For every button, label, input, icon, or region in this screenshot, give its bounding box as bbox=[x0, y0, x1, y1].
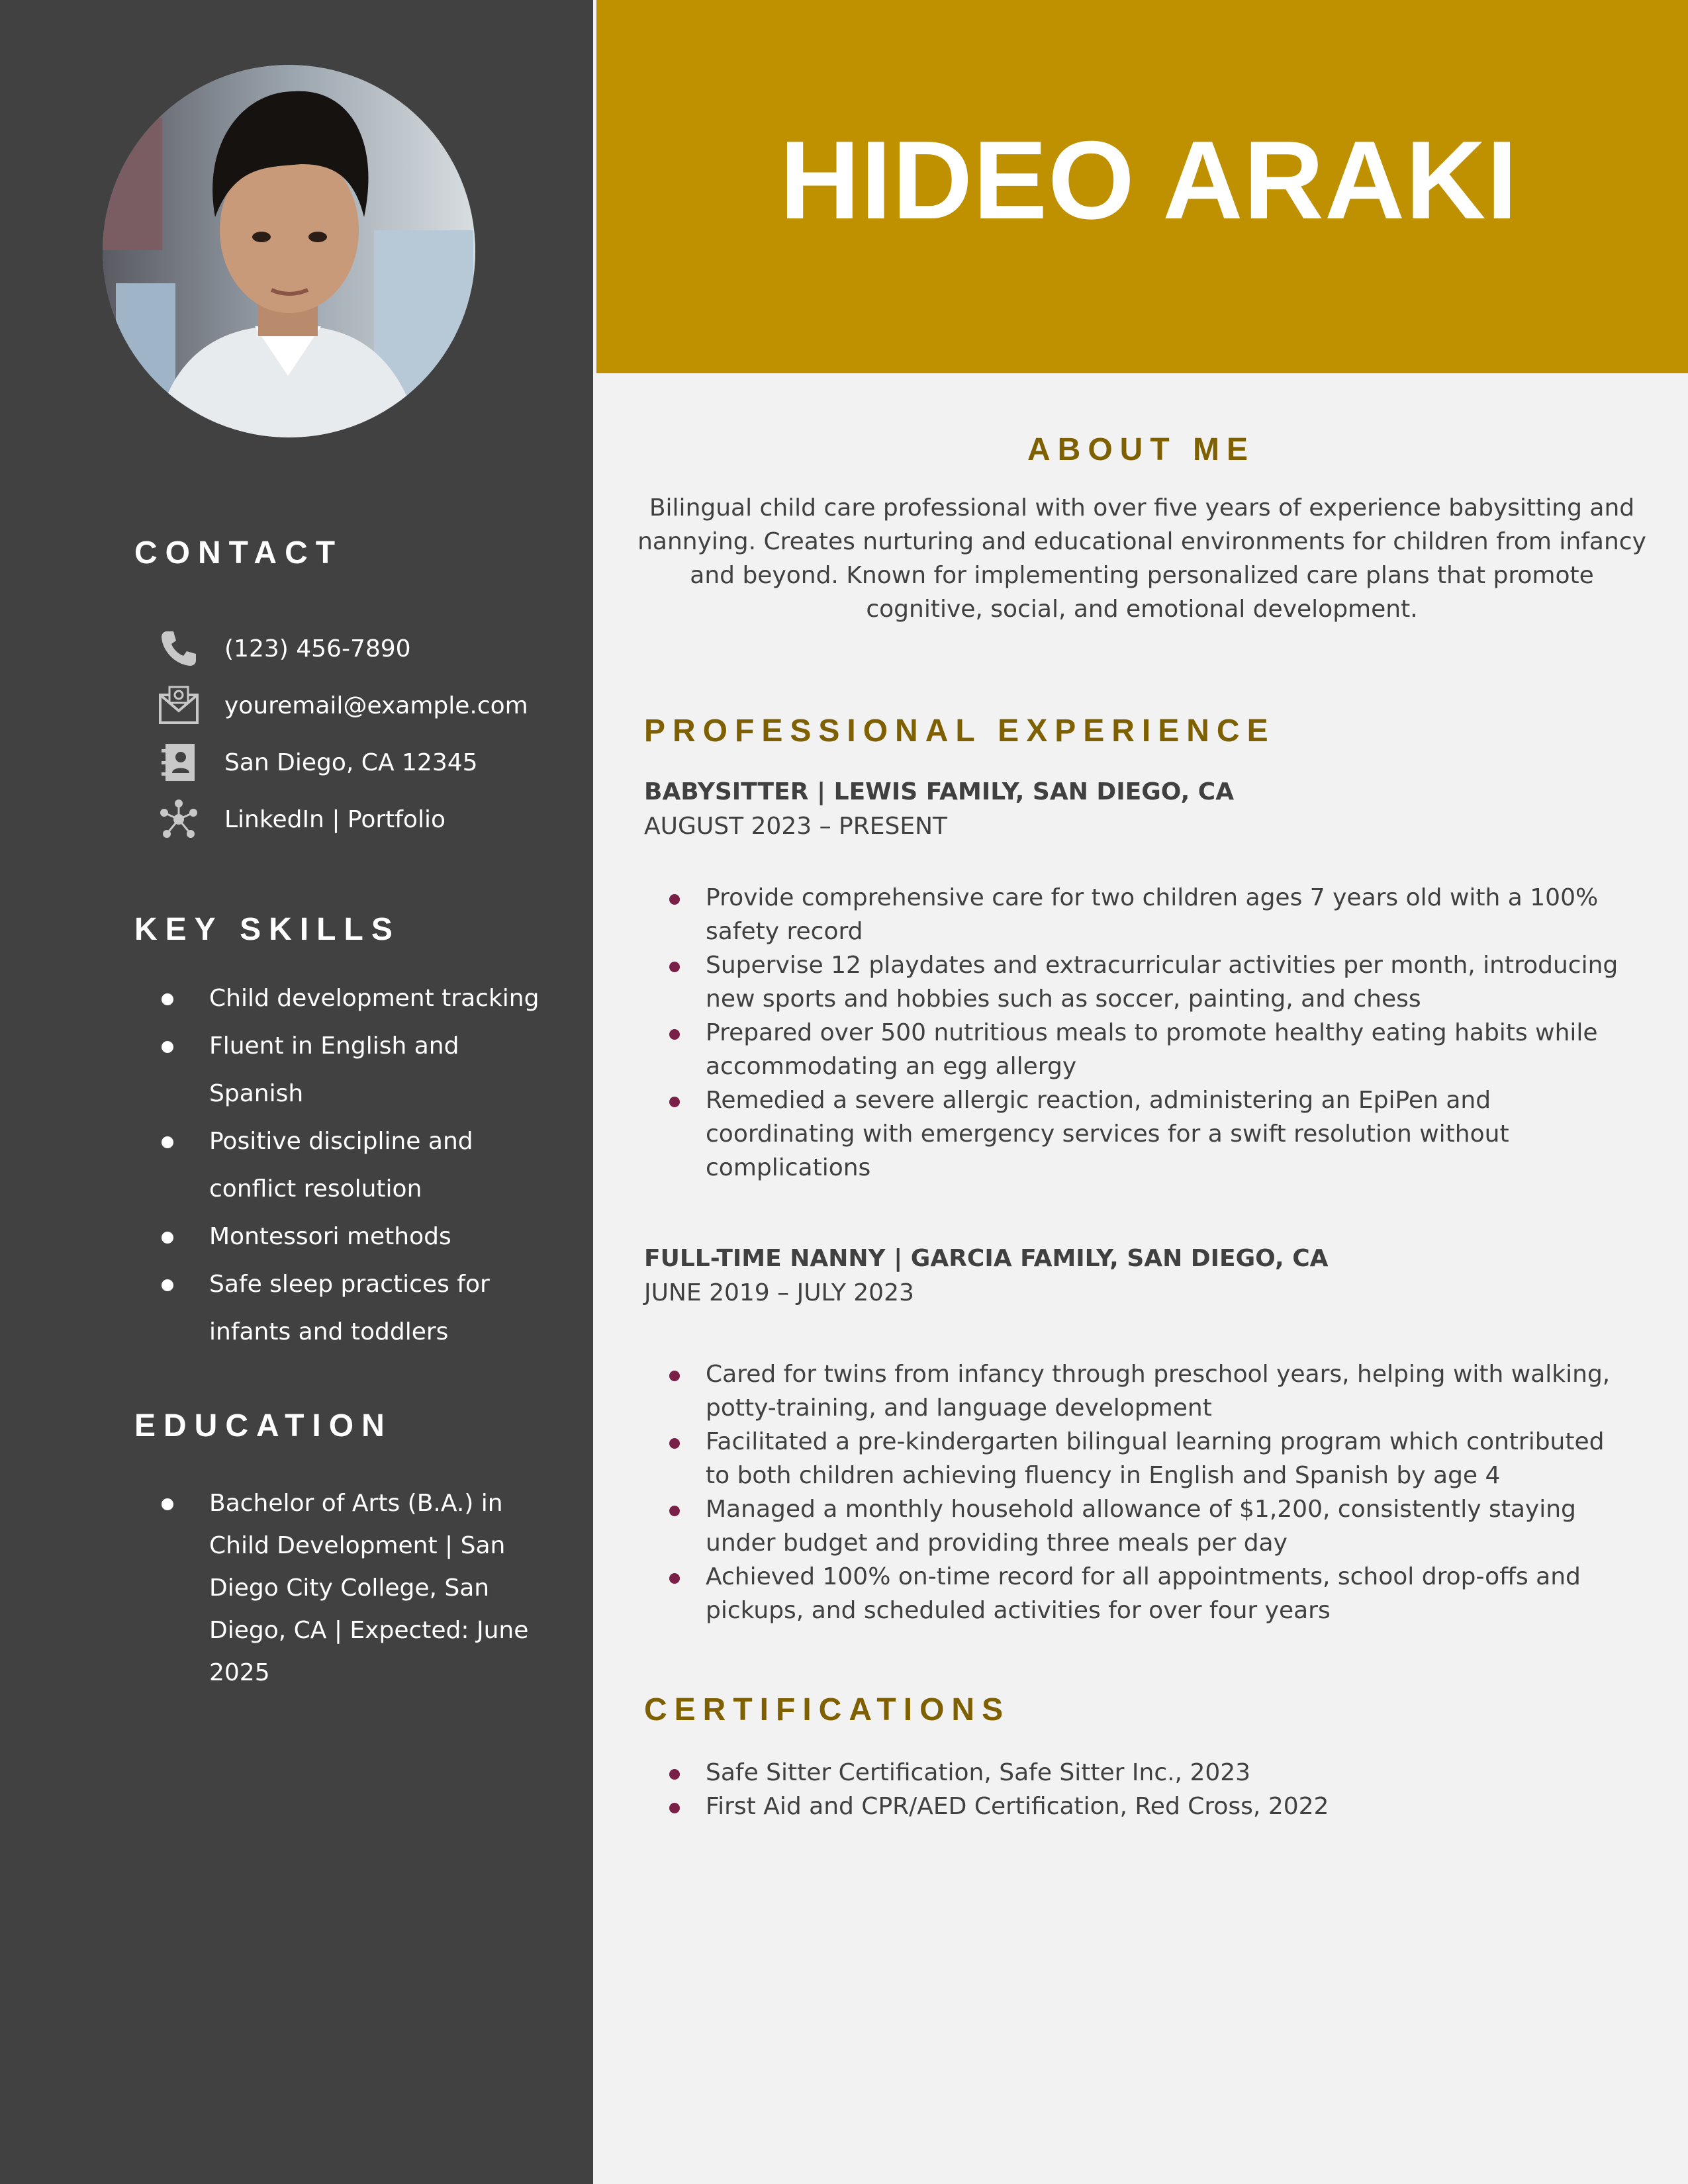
job-bullet bbox=[0, 1083, 1632, 1185]
job-bullet-text: Facilitated a pre-kindergarten bilingual learning program which contributed to both children achieving fluency in English and Spanish by age 4 bbox=[706, 1428, 1605, 1489]
job-bullet-text: Cared for twins from infancy through preschool years, helping with walking, potty-training, and language development bbox=[706, 1361, 1611, 1422]
address-book-icon bbox=[154, 739, 203, 786]
bullet-dot bbox=[669, 1506, 680, 1516]
skill-text: Child development tracking bbox=[209, 985, 539, 1012]
job-bullets bbox=[0, 1357, 1632, 1627]
job-bullet-text: Remedied a severe allergic reaction, administering an EpiPen and coordinating with emergency services for a swift resolution without complications bbox=[706, 1087, 1509, 1181]
job-bullet bbox=[0, 948, 1632, 1016]
job-dates: AUGUST 2023 – PRESENT bbox=[644, 813, 947, 840]
job-bullet-text: Achieved 100% on-time record for all appointments, school drop-offs and pickups, and scheduled activities for over four years bbox=[706, 1563, 1581, 1624]
skill-text: Safe sleep practices for infants and toddlers bbox=[209, 1271, 490, 1345]
network-icon bbox=[154, 796, 203, 842]
bullet-dot bbox=[669, 1097, 680, 1107]
job-bullet bbox=[0, 881, 1632, 948]
contact-phone-text: (123) 456-7890 bbox=[224, 635, 411, 662]
job-bullets bbox=[0, 881, 1632, 1185]
skill-text: Montessori methods bbox=[209, 1223, 451, 1250]
job-title: FULL-TIME NANNY | GARCIA FAMILY, SAN DIEGO, CA bbox=[644, 1245, 1329, 1272]
skill-text: Positive discipline and conflict resolution bbox=[209, 1128, 473, 1203]
bullet-dot bbox=[669, 962, 680, 972]
bullet-dot bbox=[669, 1573, 680, 1584]
certification-text: Safe Sitter Certification, Safe Sitter Inc., 2023 bbox=[706, 1759, 1251, 1786]
name-banner bbox=[596, 0, 1688, 373]
candidate-name: HIDEO ARAKI bbox=[779, 117, 1519, 242]
contact-phone bbox=[154, 625, 411, 672]
job-bullet bbox=[0, 1425, 1632, 1492]
contact-address-text: San Diego, CA 12345 bbox=[224, 749, 478, 776]
bullet-dot bbox=[669, 1029, 680, 1040]
skill-text: Fluent in English and Spanish bbox=[209, 1032, 459, 1107]
job-bullet-text: Managed a monthly household allowance of $1,200, consistently staying under budget and providing three meals per day bbox=[706, 1496, 1576, 1557]
certification-item bbox=[0, 1756, 1632, 1790]
certifications-list bbox=[0, 1756, 1632, 1823]
bullet-dot bbox=[669, 1769, 680, 1780]
job-bullet-text: Prepared over 500 nutritious meals to promote healthy eating habits while accommodating an egg allergy bbox=[706, 1019, 1598, 1080]
phone-icon bbox=[154, 625, 203, 672]
profile-photo bbox=[103, 65, 475, 437]
contact-heading: CONTACT bbox=[134, 535, 344, 570]
job-bullet bbox=[0, 1492, 1632, 1560]
job-dates: JUNE 2019 – JULY 2023 bbox=[644, 1279, 914, 1306]
job-bullet-text: Supervise 12 playdates and extracurricular activities per month, introducing new sports and hobbies such as soccer, painting, and chess bbox=[706, 952, 1618, 1013]
contact-email[interactable] bbox=[154, 682, 528, 729]
job-bullet bbox=[0, 1560, 1632, 1627]
about-heading: ABOUT ME bbox=[1027, 432, 1255, 467]
contact-links[interactable] bbox=[154, 796, 445, 842]
bullet-dot bbox=[162, 1232, 173, 1244]
job-title: BABYSITTER | LEWIS FAMILY, SAN DIEGO, CA bbox=[644, 778, 1235, 805]
job-bullet-text: Provide comprehensive care for two children ages 7 years old with a 100% safety record bbox=[706, 884, 1599, 945]
email-icon bbox=[154, 682, 203, 729]
contact-email-text[interactable]: youremail@example.com bbox=[224, 692, 528, 719]
job-bullet bbox=[0, 1016, 1632, 1083]
education-text: Bachelor of Arts (B.A.) in Child Development | San Diego City College, San Diego, CA | Expected: June 2025 bbox=[209, 1490, 529, 1686]
contact-address bbox=[154, 739, 478, 786]
bullet-dot bbox=[162, 1279, 173, 1291]
job-bullet bbox=[0, 1357, 1632, 1425]
bullet-dot bbox=[669, 894, 680, 905]
bullet-dot bbox=[669, 1438, 680, 1449]
bullet-dot bbox=[669, 1803, 680, 1813]
about-text: Bilingual child care professional with over five years of experience babysitting and nannying. Creates nurturing and educational environments for children from infancy and beyond. Known for implementing personalized care plans that promote cognitive, social, and emotional development. bbox=[637, 494, 1646, 623]
certifications-heading: CERTIFICATIONS bbox=[644, 1692, 1011, 1727]
skill-item bbox=[0, 1261, 540, 1356]
certification-item bbox=[0, 1790, 1632, 1823]
bullet-dot bbox=[669, 1371, 680, 1381]
certification-text: First Aid and CPR/AED Certification, Red Cross, 2022 bbox=[706, 1793, 1329, 1820]
experience-heading: PROFESSIONAL EXPERIENCE bbox=[644, 713, 1276, 749]
education-heading: EDUCATION bbox=[134, 1408, 393, 1443]
contact-links-text[interactable]: LinkedIn | Portfolio bbox=[224, 805, 445, 833]
skills-heading: KEY SKILLS bbox=[134, 912, 400, 947]
skill-item bbox=[0, 1213, 540, 1261]
